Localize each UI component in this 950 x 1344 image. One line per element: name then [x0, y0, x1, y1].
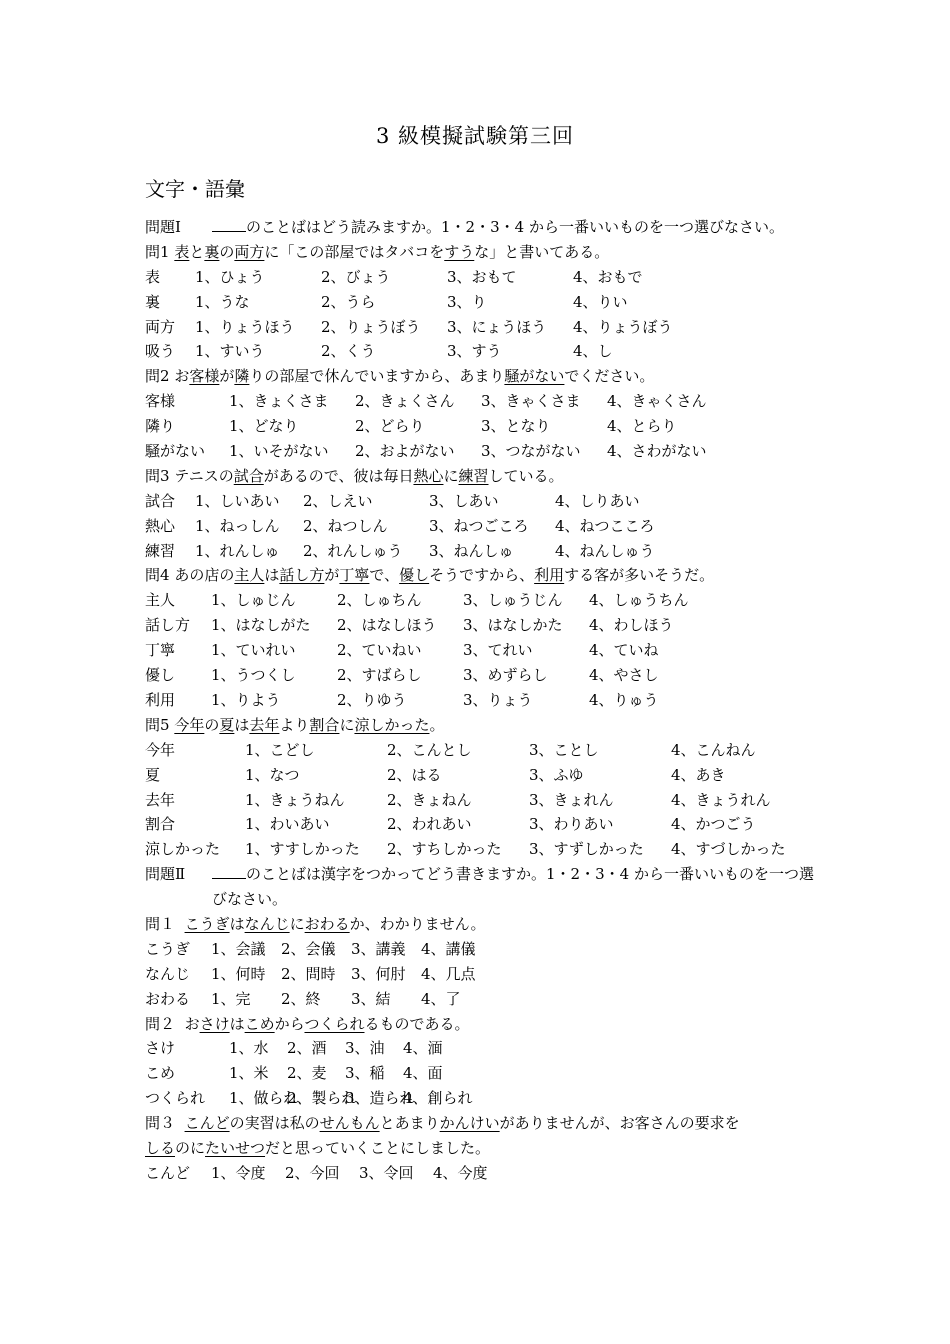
sentence-text: で、	[369, 566, 400, 585]
answer-option[interactable]: 1、はなしがた	[211, 616, 311, 635]
answer-option[interactable]: 4、りょうぼう	[573, 317, 673, 336]
answer-option[interactable]: 2、ていねい	[337, 641, 422, 660]
target-word: 熱心	[145, 516, 176, 535]
sentence-text: りの部屋で休んでいますから、あまり	[249, 367, 505, 386]
answer-option[interactable]: 1、すすしかった	[245, 840, 360, 859]
target-word: 話し方	[145, 616, 191, 635]
answer-option[interactable]: 1、令度	[211, 1163, 266, 1182]
target-word: さけ	[145, 1039, 176, 1058]
answer-option[interactable]: 3、造られ	[345, 1089, 415, 1108]
answer-option[interactable]: 1、なつ	[245, 765, 300, 784]
underlined-word: なんじ	[244, 914, 290, 933]
target-word: こうぎ	[145, 939, 191, 958]
answer-option[interactable]: 4、さわがない	[607, 442, 707, 461]
question-sentence	[145, 912, 815, 937]
option-row	[145, 812, 815, 837]
question-label: 問4	[145, 566, 170, 585]
question-label: 問１	[145, 914, 176, 933]
sentence-text: お	[184, 1014, 200, 1033]
sentence-text: お	[174, 367, 190, 386]
answer-option[interactable]: 4、ねんしゅう	[555, 541, 655, 560]
option-table	[145, 738, 815, 862]
answer-option[interactable]: 4、講儀	[421, 939, 476, 958]
option-table	[145, 389, 815, 464]
answer-option[interactable]: 1、きょくさま	[229, 392, 329, 411]
answer-option[interactable]: 2、りゆう	[337, 690, 407, 709]
option-row	[145, 389, 815, 414]
sentence-text: るものである。	[364, 1014, 470, 1033]
option-row	[145, 588, 815, 613]
option-row	[145, 1036, 815, 1061]
sentence-text: から	[274, 1014, 305, 1033]
answer-option[interactable]: 2、こんとし	[387, 740, 472, 759]
option-row	[145, 1086, 815, 1111]
option-row	[145, 315, 815, 340]
option-table	[145, 1036, 815, 1111]
underlined-word: 話し方	[279, 566, 325, 585]
answer-option[interactable]: 3、令回	[359, 1163, 414, 1182]
answer-option[interactable]: 4、りゅう	[589, 690, 659, 709]
answer-option[interactable]: 3、おもて	[447, 267, 517, 286]
underlined-word: たいせつ	[205, 1139, 266, 1157]
target-word: 涼しかった	[145, 840, 221, 859]
answer-option[interactable]: 3、何肘	[351, 964, 406, 983]
question-sentence-continued	[145, 1136, 815, 1161]
option-row	[145, 837, 815, 862]
answer-option[interactable]: 2、しゅちん	[337, 591, 422, 610]
underlined-word: しる	[145, 1139, 176, 1157]
answer-option[interactable]: 4、こんねん	[671, 740, 756, 759]
target-word: こめ	[145, 1064, 176, 1083]
target-word: 利用	[145, 690, 176, 709]
part1-instruction	[145, 215, 815, 240]
answer-option[interactable]: 2、きょねん	[387, 790, 472, 809]
option-table	[145, 937, 815, 1012]
option-row	[145, 763, 815, 788]
option-row	[145, 514, 815, 539]
answer-option[interactable]: 3、てれい	[463, 641, 533, 660]
sentence-text: と	[189, 242, 205, 261]
answer-option[interactable]: 4、了	[421, 989, 461, 1008]
option-row	[145, 339, 815, 364]
answer-option[interactable]: 3、つながない	[481, 442, 581, 461]
answer-option[interactable]: 2、びょう	[321, 267, 391, 286]
question-label: 問3	[145, 466, 170, 485]
answer-option[interactable]: 3、しゅうじん	[463, 591, 563, 610]
answer-option[interactable]: 3、ふゆ	[529, 765, 584, 784]
answer-option[interactable]: 3、油	[345, 1039, 385, 1058]
sentence-text: に	[289, 914, 305, 933]
answer-option[interactable]: 2、製られ	[287, 1089, 357, 1108]
target-word: 表	[145, 267, 161, 286]
target-word: 今年	[145, 740, 176, 759]
answer-option[interactable]: 2、すばらし	[337, 666, 422, 685]
part2-label: 問題Ⅱ	[145, 865, 186, 884]
option-row	[145, 613, 815, 638]
underlined-word: 利用	[534, 566, 565, 585]
target-word: 隣り	[145, 417, 176, 436]
answer-option[interactable]: 3、ねつごころ	[429, 516, 529, 535]
answer-option[interactable]: 1、しいあい	[195, 491, 280, 510]
sentence-text: か、わかりません。	[349, 914, 486, 933]
answer-option[interactable]: 3、すう	[447, 342, 502, 361]
sentence-text: の実習は私の	[229, 1114, 320, 1133]
underlined-word: こめ	[244, 1014, 275, 1033]
option-row	[145, 663, 815, 688]
answer-option[interactable]: 4、かつごう	[671, 815, 756, 834]
answer-option[interactable]: 4、しりあい	[555, 491, 640, 510]
question-sentence	[145, 1012, 815, 1037]
sentence-text: あの店の	[174, 566, 235, 585]
option-row	[145, 987, 815, 1012]
target-word: 去年	[145, 790, 176, 809]
question-sentence	[145, 364, 815, 389]
option-row	[145, 962, 815, 987]
sentence-text: が	[219, 367, 235, 386]
answer-option[interactable]: 4、あき	[671, 765, 726, 784]
underlined-word: 裏	[204, 242, 220, 261]
option-row	[145, 1061, 815, 1086]
underlined-word: 丁寧	[339, 566, 370, 585]
underlined-word: 主人	[234, 566, 265, 585]
answer-option[interactable]: 4、きょうれん	[671, 790, 771, 809]
answer-option[interactable]: 3、り	[447, 292, 487, 311]
answer-option[interactable]: 1、しゅじん	[211, 591, 296, 610]
answer-option[interactable]: 3、稲	[345, 1064, 385, 1083]
sentence-text: でください。	[564, 367, 655, 386]
question-sentence	[145, 713, 815, 738]
answer-option[interactable]: 4、し	[573, 342, 613, 361]
answer-option[interactable]: 1、ていれい	[211, 641, 296, 660]
answer-option[interactable]: 2、しえい	[303, 491, 373, 510]
underlined-word: すう	[444, 242, 475, 261]
answer-option[interactable]: 2、はなしほう	[337, 616, 437, 635]
target-word: 割合	[145, 815, 176, 834]
option-row	[145, 738, 815, 763]
answer-option[interactable]: 2、はる	[387, 765, 442, 784]
question-sentence	[145, 464, 815, 489]
answer-option[interactable]: 2、今回	[285, 1163, 340, 1182]
underlined-word: 練習	[458, 466, 489, 485]
answer-option[interactable]: 2、われあい	[387, 815, 472, 834]
option-row	[145, 539, 815, 564]
question-sentence	[145, 1111, 815, 1136]
underlined-word: かんけい	[439, 1114, 500, 1133]
sentence-text: は	[229, 1014, 245, 1033]
sentence-text: の	[219, 242, 235, 261]
answer-option[interactable]: 1、すいう	[195, 342, 265, 361]
answer-option[interactable]: 4、几点	[421, 964, 476, 983]
answer-option[interactable]: 3、りょう	[463, 690, 533, 709]
answer-option[interactable]: 4、きゃくさん	[607, 392, 707, 411]
option-row	[145, 439, 815, 464]
underlined-word: 隣	[234, 367, 250, 386]
underlined-word: さけ	[199, 1014, 230, 1033]
answer-option[interactable]: 1、いそがない	[229, 442, 329, 461]
sentence-text: だと思っていくことにしました。	[265, 1139, 491, 1157]
answer-option[interactable]: 3、ねんしゅ	[429, 541, 514, 560]
option-row	[145, 788, 815, 813]
option-row	[145, 688, 815, 713]
answer-option[interactable]: 3、ことし	[529, 740, 599, 759]
underlined-word: 両方	[234, 242, 265, 261]
target-word: 主人	[145, 591, 176, 610]
answer-option[interactable]: 2、どらり	[355, 417, 425, 436]
sentence-text: がありませんが、お客さんの要求を	[499, 1114, 740, 1133]
answer-option[interactable]: 2、すちしかった	[387, 840, 502, 859]
document-body	[145, 215, 815, 1186]
option-row	[145, 937, 815, 962]
answer-option[interactable]: 1、会議	[211, 939, 266, 958]
answer-option[interactable]: 3、講義	[351, 939, 406, 958]
answer-option[interactable]: 1、うな	[195, 292, 250, 311]
part1-instruction-text: のことばはどう読みますか。1・2・3・4 から一番いいものを一つ選びなさい。	[246, 218, 784, 236]
answer-option[interactable]: 1、ねっしん	[195, 516, 280, 535]
sentence-text: に	[443, 466, 459, 485]
sentence-text: な」と書いてある。	[474, 242, 610, 261]
question-sentence	[145, 563, 815, 588]
target-word: なんじ	[145, 964, 191, 983]
answer-option[interactable]: 2、ねつしん	[303, 516, 388, 535]
answer-option[interactable]: 2、くう	[321, 342, 376, 361]
answer-option[interactable]: 1、水	[229, 1039, 269, 1058]
answer-option[interactable]: 2、麦	[287, 1064, 327, 1083]
underlined-word: 表	[174, 242, 190, 261]
answer-option[interactable]: 3、きょれん	[529, 790, 614, 809]
answer-option[interactable]: 4、しゅうちん	[589, 591, 689, 610]
answer-option[interactable]: 2、終	[281, 989, 321, 1008]
answer-option[interactable]: 4、とらり	[607, 417, 677, 436]
part1-label: 問題Ⅰ	[145, 218, 181, 236]
sentence-text: に	[339, 715, 355, 734]
answer-option[interactable]: 4、湎	[403, 1039, 443, 1058]
answer-option[interactable]: 3、めずらし	[463, 666, 548, 685]
target-word: 吸う	[145, 342, 176, 361]
answer-option[interactable]: 1、做られ	[229, 1089, 299, 1108]
question-label: 問２	[145, 1014, 176, 1033]
answer-option[interactable]: 1、りょうほう	[195, 317, 295, 336]
answer-option[interactable]: 4、りい	[573, 292, 628, 311]
sentence-text: テニスの	[174, 466, 234, 485]
answer-option[interactable]: 1、完	[211, 989, 251, 1008]
option-table	[145, 489, 815, 564]
blank-line	[212, 864, 246, 879]
answer-option[interactable]: 3、きゃくさま	[481, 392, 581, 411]
answer-option[interactable]: 4、わしほう	[589, 616, 674, 635]
target-word: 客様	[145, 392, 176, 411]
answer-option[interactable]: 4、創られ	[403, 1089, 473, 1108]
underlined-word: 今年	[174, 715, 205, 734]
sentence-text: の	[204, 715, 220, 734]
answer-option[interactable]: 2、りょうぼう	[321, 317, 421, 336]
answer-option[interactable]: 1、ひょう	[195, 267, 265, 286]
answer-option[interactable]: 2、うら	[321, 292, 376, 311]
target-word: 両方	[145, 317, 176, 336]
target-word: 騒がない	[145, 442, 206, 461]
option-table	[145, 1161, 815, 1186]
target-word: 裏	[145, 292, 161, 311]
sentence-text: は	[229, 914, 245, 933]
answer-option[interactable]: 1、米	[229, 1064, 269, 1083]
target-word: おわる	[145, 989, 191, 1008]
underlined-word: おわる	[304, 914, 350, 933]
answer-option[interactable]: 4、ていね	[589, 641, 659, 660]
option-row	[145, 638, 815, 663]
sentence-text: 。	[429, 715, 445, 734]
answer-option[interactable]: 2、酒	[287, 1039, 327, 1058]
underlined-word: つくられ	[304, 1014, 365, 1033]
target-word: こんど	[145, 1163, 191, 1182]
answer-option[interactable]: 4、面	[403, 1064, 443, 1083]
option-row	[145, 290, 815, 315]
sentence-text: のに	[175, 1139, 206, 1157]
answer-option[interactable]: 3、となり	[481, 417, 551, 436]
target-word: つくられ	[145, 1089, 206, 1108]
answer-option[interactable]: 4、おもで	[573, 267, 643, 286]
answer-option[interactable]: 1、こどし	[245, 740, 315, 759]
question-label: 問1	[145, 242, 170, 261]
sentence-text: そうですから、	[429, 566, 535, 585]
answer-option[interactable]: 1、りよう	[211, 690, 281, 709]
part2-instruction	[145, 862, 815, 912]
question-label: 問2	[145, 367, 170, 386]
answer-option[interactable]: 4、ねつこころ	[555, 516, 655, 535]
page-title: 3 級模擬試験第三回	[375, 124, 575, 148]
sentence-text: とあまり	[379, 1114, 440, 1133]
part2-instruction-text: のことばは漢字をつかってどう書きますか。1・2・3・4 から一番いいものを一つ選びなさい。	[212, 865, 814, 909]
answer-option[interactable]: 4、やさし	[589, 666, 659, 685]
answer-option[interactable]: 3、はなしかた	[463, 616, 563, 635]
answer-option[interactable]: 3、結	[351, 989, 391, 1008]
option-table	[145, 265, 815, 365]
answer-option[interactable]: 1、わいあい	[245, 815, 330, 834]
answer-option[interactable]: 2、きょくさん	[355, 392, 455, 411]
answer-option[interactable]: 1、どなり	[229, 417, 299, 436]
option-table	[145, 588, 815, 712]
target-word: 試合	[145, 491, 176, 510]
sentence-text: は	[234, 715, 250, 734]
question-label: 問5	[145, 715, 170, 734]
sentence-text: が	[324, 566, 340, 585]
underlined-word: 騒がない	[504, 367, 565, 386]
answer-option[interactable]: 2、問時	[281, 964, 336, 983]
option-row	[145, 489, 815, 514]
answer-option[interactable]: 1、何時	[211, 964, 266, 983]
answer-option[interactable]: 1、うつくし	[211, 666, 296, 685]
sentence-text: は	[264, 566, 280, 585]
underlined-word: 熱心	[413, 466, 444, 485]
underlined-word: 去年	[249, 715, 280, 734]
underlined-word: こうぎ	[184, 914, 230, 933]
option-row	[145, 414, 815, 439]
underlined-word: 客様	[189, 367, 220, 386]
blank-line	[212, 217, 246, 232]
underlined-word: 涼しかった	[354, 715, 430, 734]
underlined-word: こんど	[184, 1114, 230, 1133]
sentence-text: があるので、彼は毎日	[263, 466, 414, 485]
answer-option[interactable]: 1、れんしゅ	[195, 541, 280, 560]
answer-option[interactable]: 2、れんしゅう	[303, 541, 403, 560]
sentence-text: に「この部屋ではタバコを	[264, 242, 445, 261]
target-word: 夏	[145, 765, 161, 784]
underlined-word: せんもん	[319, 1114, 380, 1133]
answer-option[interactable]: 2、会儀	[281, 939, 336, 958]
sentence-text: する客が多いそうだ。	[564, 566, 715, 585]
answer-option[interactable]: 4、今度	[433, 1163, 488, 1182]
underlined-word: 試合	[233, 466, 264, 485]
answer-option[interactable]: 3、にょうほう	[447, 317, 547, 336]
answer-option[interactable]: 3、わりあい	[529, 815, 614, 834]
underlined-word: 優し	[399, 566, 430, 585]
underlined-word: 割合	[309, 715, 340, 734]
target-word: 優し	[145, 666, 176, 685]
option-row	[145, 1161, 815, 1186]
section-title: 文字・語彙	[145, 177, 245, 201]
answer-option[interactable]: 1、きょうねん	[245, 790, 345, 809]
question-sentence	[145, 240, 815, 265]
question-label: 問３	[145, 1114, 176, 1133]
target-word: 丁寧	[145, 641, 176, 660]
answer-option[interactable]: 4、すづしかった	[671, 840, 786, 859]
underlined-word: 夏	[219, 715, 235, 734]
target-word: 練習	[145, 541, 176, 560]
answer-option[interactable]: 3、しあい	[429, 491, 499, 510]
option-row	[145, 265, 815, 290]
answer-option[interactable]: 3、すずしかった	[529, 840, 644, 859]
answer-option[interactable]: 2、およがない	[355, 442, 455, 461]
sentence-text: している。	[488, 466, 564, 485]
sentence-text: より	[279, 715, 310, 734]
